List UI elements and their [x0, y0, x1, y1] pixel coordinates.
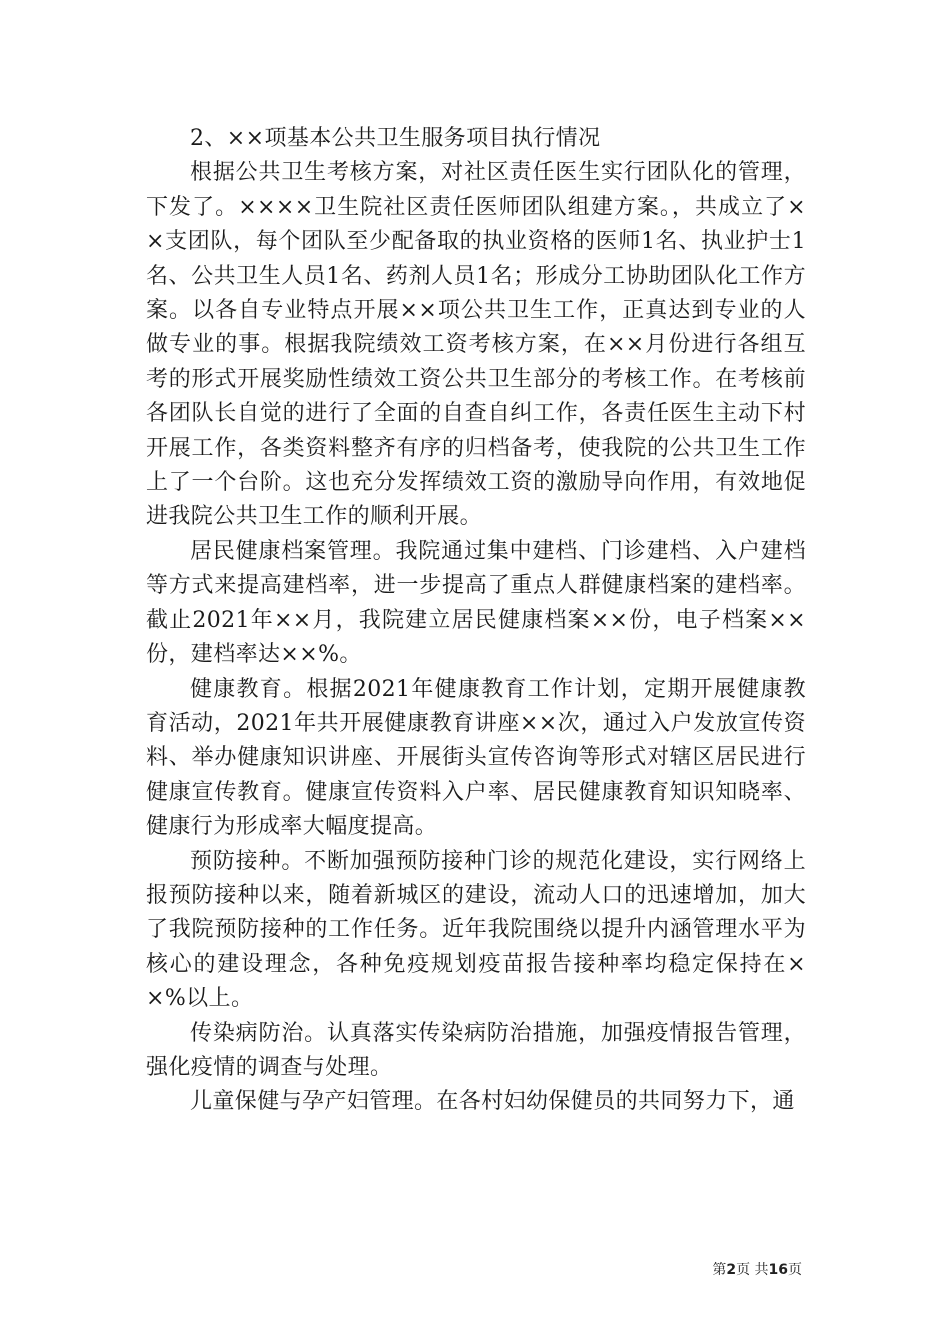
- paragraph-vaccination: 预防接种。不断加强预防接种门诊的规范化建设，实行网络上报预防接种以来，随着新城区的建设，流动人口的迅速增加，加大了我院预防接种的工作任务。近年我院围绕以提升内涵管理水平为核心的建设理念，各种免疫规划疫苗报告接种率均稳定保持在××%以上。: [146, 848, 806, 1012]
- paragraph-team-management: 根据公共卫生考核方案，对社区责任医生实行团队化的管理，下发了。××××卫生院社区责任医师团队组建方案。，共成立了××支团队，每个团队至少配备取的执业资格的医师1名、执业护士1名、公共卫生人员1名、药剂人员1名；形成分工协助团队化工作方案。以各自专业特点开展××项公共卫生工作，正真达到专业的人做专业的事。根据我院绩效工资考核方案，在××月份进行各组互考的形式开展奖励性绩效工资公共卫生部分的考核工作。在考核前各团队长自觉的进行了全面的自查自纠工作，各责任医生主动下村开展工作，各类资料整齐有序的归档备考，使我院的公共卫生工作上了一个台阶。这也充分发挥绩效工资的激励导向作用，有效地促进我院公共卫生工作的顺利开展。: [146, 160, 806, 530]
- paragraph-infectious-disease: 传染病防治。认真落实传染病防治措施，加强疫情报告管理，强化疫情的调查与处理。: [146, 1020, 806, 1080]
- paragraph-child-maternal-care: 儿童保健与孕产妇管理。在各村妇幼保健员的共同努力下，通: [190, 1089, 795, 1115]
- footer-prefix: 第: [712, 1262, 727, 1278]
- paragraph-health-education: 健康教育。根据2021年健康教育工作计划，定期开展健康教育活动，2021年共开展健康教育讲座××次，通过入户发放宣传资料、举办健康知识讲座、开展街头宣传咨询等形式对辖区居民进行健康宣传教育。健康宣传资料入户率、居民健康教育知识知晓率、健康行为形成率大幅度提高。: [146, 676, 806, 840]
- paragraph-health-records: 居民健康档案管理。我院通过集中建档、门诊建档、入户建档等方式来提高建档率，进一步提高了重点人群健康档案的建档率。截止2021年××月，我院建立居民健康档案××份，电子档案××份，建档率达××%。: [146, 538, 806, 668]
- document-body: [146, 122, 806, 1120]
- current-page-number: 2: [726, 1262, 737, 1278]
- total-pages-number: 16: [768, 1262, 788, 1278]
- page-footer: [712, 1261, 802, 1279]
- footer-suffix: 页: [788, 1262, 802, 1278]
- section-heading: 2、××项基本公共卫生服务项目执行情况: [190, 126, 601, 151]
- footer-middle: 页 共: [736, 1262, 769, 1278]
